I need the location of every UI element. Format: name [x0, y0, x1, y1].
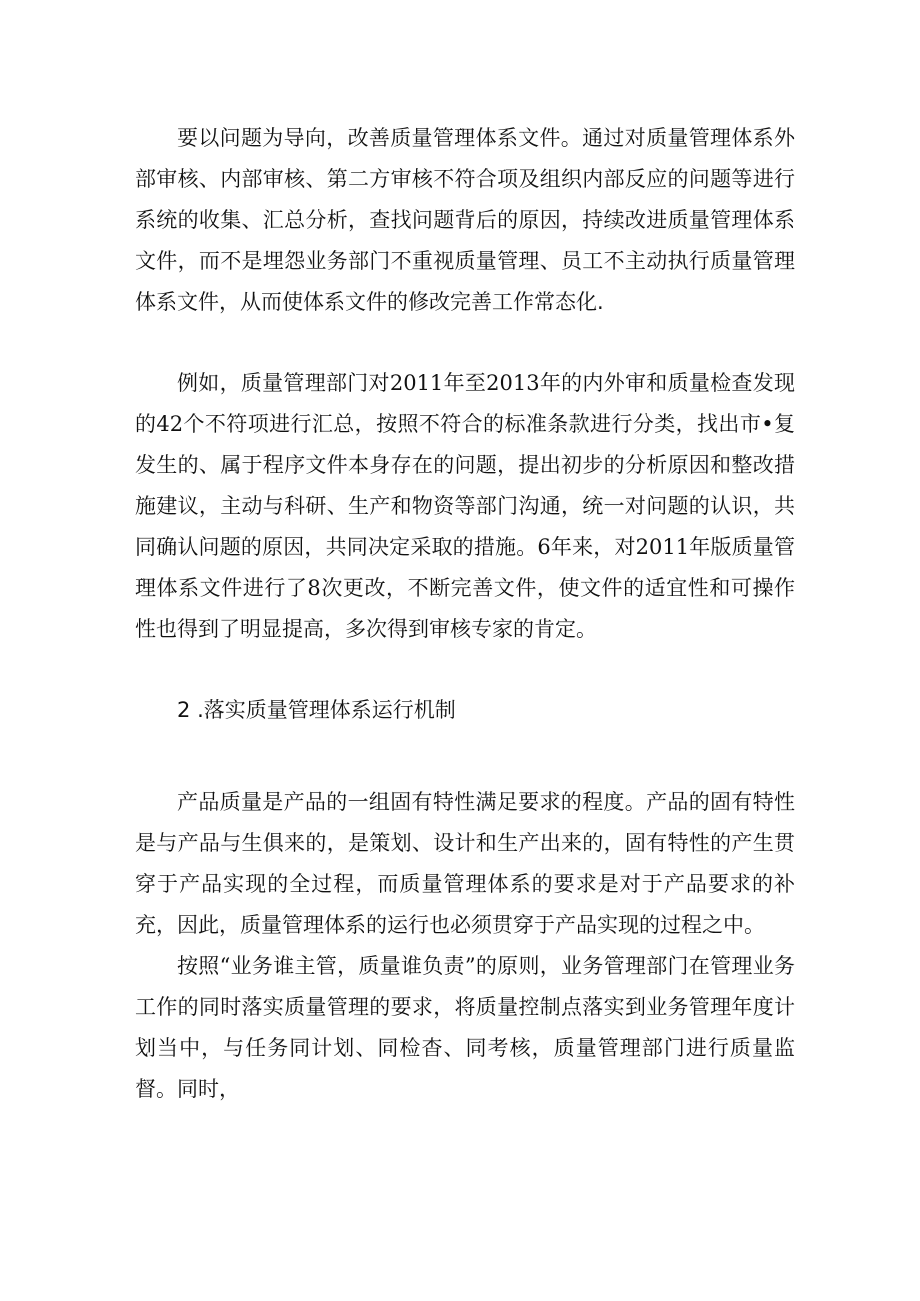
paragraph-text-emphasis: 体系文件的修改完善工作常态化. — [303, 290, 604, 314]
paragraph-product-quality: 产品质量是产品的一组固有特性满足要求的程度。产品的固有特性是与产品与生俱来的，是策划、设计和生产出来的，固有特性的产生贯穿于产品实现的全过程，而质量管理体系的要求是对于产品要求的补充，因此，质量管理体系的运行也必须贯穿于产品实现的过程之中。 — [135, 790, 795, 937]
paragraph-text: 要以问题为导向，改善质量管理体系文件。通过对质量管理体系外部审核、内部审核、第二方审核不符合项及组织内部反应的问题等进行系统的收集、汇总分析，查找问题背后的原因，持续改进质量管理体系文件，而不是埋怨业务部门不重视质量管理、员工不主动执行质量管理体系文件，从而使 — [135, 126, 795, 314]
section-heading — [135, 690, 795, 730]
document-body — [135, 118, 795, 1110]
paragraph-example: 例如，质量管理部门对2011年至2013年的内外审和质量检查发现的42个不符项进行汇总，按照不符合的标准条款进行分类，找出市•复发生的、属于程序文件本身存在的问题，提出初步的分析原因和整改措施建议，主动与科研、生产和物资等部门沟通，统一对问题的认识，共同确认问题的原因，共同决定采取的措施。6年来，对2011年版质量管理体系文件进行了8次更改，不断完善文件，使文件的适宜性和可操作性也得到了明显提高，多次得到审核专家的肯定。 — [135, 371, 795, 641]
section-number: 2 — [177, 698, 191, 722]
paragraph-responsibility: 按照“业务谁主管，质量谁负责”的原则，业务管理部门在管理业务工作的同时落实质量管理的要求，将质量控制点落实到业务管理年度计划当中，与任务同计划、同检杳、同考核，质量管理部门进行质量监督。同时， — [135, 954, 795, 1101]
section-title: .落实质量管理体系运行机制 — [197, 698, 456, 722]
paragraph-improve-documents — [135, 118, 795, 363]
